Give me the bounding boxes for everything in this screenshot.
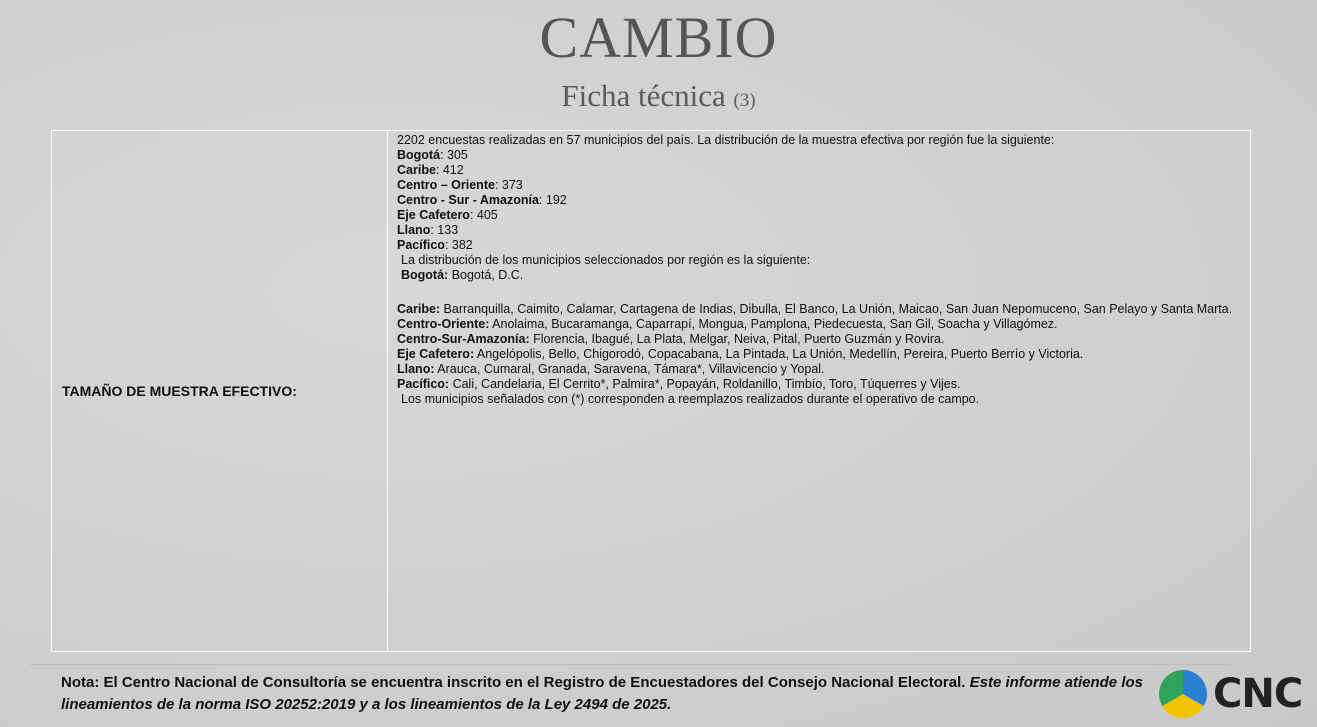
- region-count: [397, 208, 1242, 223]
- region-count: [397, 223, 1242, 238]
- region-count: [397, 178, 1242, 193]
- region-count: [397, 238, 1242, 253]
- region-name: Centro-Sur-Amazonía:: [397, 332, 530, 346]
- municipality-list: Florencia, Ibagué, La Plata, Melgar, Neiva, Pital, Puerto Guzmán y Rovira.: [529, 332, 945, 346]
- technical-sheet-table: [51, 130, 1251, 652]
- region-name: Llano: [397, 223, 431, 237]
- page-subtitle: [0, 78, 1317, 114]
- region-name: Caribe: [397, 163, 436, 177]
- region-count: [397, 193, 1242, 208]
- region-name: Bogotá: [397, 148, 441, 162]
- region-name: Caribe:: [397, 302, 441, 316]
- municipality-row: [397, 362, 1242, 377]
- region-value: : 305: [440, 148, 468, 162]
- region-name: Centro-Oriente:: [397, 317, 490, 331]
- municipality-row: [397, 268, 1242, 283]
- municipality-list: Angelópolis, Bello, Chigorodó, Copacabana, La Pintada, La Unión, Medellín, Pereira, Puerto Berrío y Victoria.: [474, 347, 1084, 361]
- municipality-list: Cali, Candelaria, El Cerrito*, Palmira*, Popayán, Roldanillo, Timbío, Toro, Túquerres y Vijes.: [449, 377, 961, 391]
- region-name: Eje Cafetero: [397, 208, 470, 222]
- region-name: Centro – Oriente: [397, 178, 495, 192]
- row-label: TAMAÑO DE MUESTRA EFECTIVO:: [52, 131, 388, 651]
- region-name: Llano:: [397, 362, 435, 376]
- municipality-row: [397, 302, 1242, 317]
- subtitle-text: Ficha técnica: [561, 78, 726, 113]
- replacement-note: Los municipios señalados con (*) corresponden a reemplazos realizados durante el operativo de campo.: [401, 392, 980, 406]
- region-name: Centro - Sur - Amazonía: [397, 193, 539, 207]
- subtitle-number: (3): [733, 90, 756, 111]
- footer-note-bold: Nota: El Centro Nacional de Consultoría se encuentra inscrito en el Registro de Encuestadores del Consejo Nacional Electoral.: [61, 674, 966, 691]
- municipality-row: [397, 332, 1242, 347]
- region-value: : 192: [538, 193, 567, 207]
- cnc-logo: [1159, 668, 1309, 720]
- municipality-list: Bogotá, D.C.: [448, 268, 524, 282]
- municipality-list: Arauca, Cumaral, Granada, Saravena, Támara*, Villavicencio y Yopal.: [434, 362, 825, 376]
- municipality-row: [397, 347, 1242, 362]
- footer-note-italic: Este informe atiende los lineamientos de la norma ISO 20252:2019 y a los lineamientos de la Ley 2494 de 2025.: [61, 674, 1143, 713]
- region-name: Pacífico:: [397, 377, 450, 391]
- region-value: : 405: [469, 208, 498, 222]
- region-value: : 373: [494, 178, 523, 192]
- row-content: [388, 131, 1250, 651]
- region-name: Bogotá:: [401, 268, 449, 282]
- cnc-logo-text: CNC: [1213, 671, 1303, 717]
- municipality-list: Anolaima, Bucaramanga, Caparrapí, Mongua, Pamplona, Piedecuesta, San Gil, Soacha y Villagómez.: [489, 317, 1058, 331]
- municipalities-intro: La distribución de los municipios seleccionados por región es la siguiente:: [401, 253, 811, 267]
- municipality-row: [397, 317, 1242, 332]
- region-value: : 133: [430, 223, 459, 237]
- municipality-row: [397, 377, 1242, 392]
- region-count: [397, 148, 1242, 163]
- region-name: Pacífico: [397, 238, 445, 252]
- region-count: [397, 163, 1242, 178]
- municipality-list: Barranquilla, Caimito, Calamar, Cartagena de Indias, Dibulla, El Banco, La Unión, Maicao, San Juan Nepomuceno, San Pelayo y Santa Marta.: [440, 302, 1233, 316]
- region-value: : 382: [444, 238, 473, 252]
- page-title: CAMBIO: [539, 5, 778, 70]
- region-value: : 412: [435, 163, 464, 177]
- footer-note: [61, 672, 1143, 716]
- cnc-logo-icon: [1159, 670, 1207, 718]
- sample-intro: 2202 encuestas realizadas en 57 municipios del país. La distribución de la muestra efectiva por región fue la siguiente:: [397, 133, 1055, 147]
- region-name: Eje Cafetero:: [397, 347, 475, 361]
- footer-divider: [30, 664, 1230, 665]
